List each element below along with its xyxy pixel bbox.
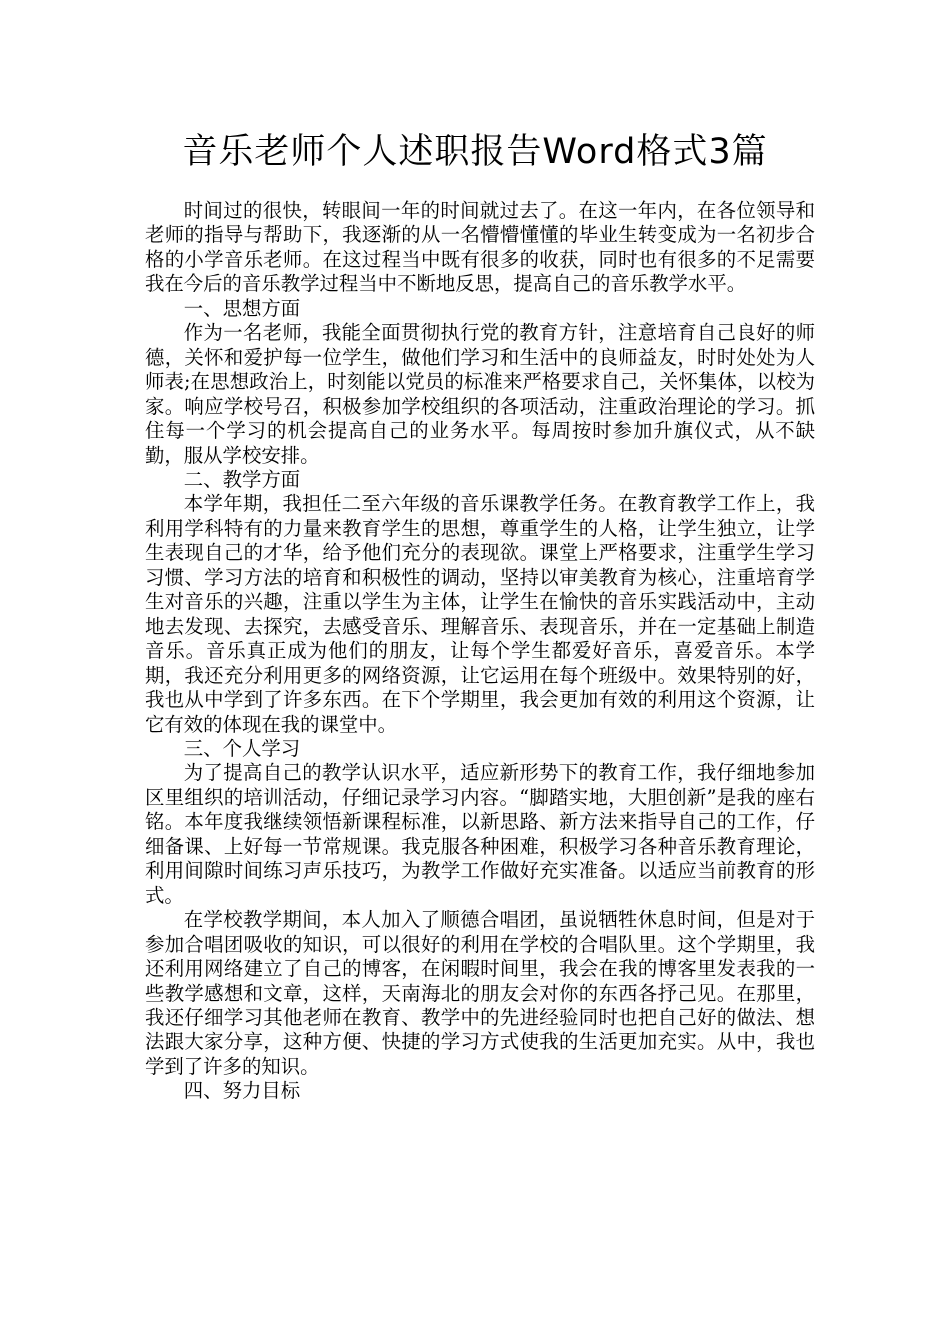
section-heading-goals: 四、努力目标 <box>183 1079 301 1103</box>
section-heading-thought: 一、思想方面 <box>183 296 301 320</box>
section-heading-study: 三、个人学习 <box>183 736 301 760</box>
choir-blog-paragraph: 在学校教学期间，本人加入了顺德合唱团，虽说牺牲休息时间，但是对于参加合唱团吸收的知识，可以很好的利用在学校的合唱队里。这个学期里，我还利用网络建立了自己的博客，在闲暇时间里，我会在我的博客里发表我的一些教学感想和文章，这样，天南海北的朋友会对你的东西各抒己见。在那里，我还仔细学习其他老师在教育、教学中的先进经验同时也把自己好的做法、想法跟大家分享，这种方便、快捷的学习方式使我的生活更加充实。从中，我也学到了许多的知识。 <box>145 908 815 1078</box>
section-heading-teaching: 二、教学方面 <box>183 467 301 491</box>
document-title: 音乐老师个人述职报告Word格式3篇 <box>182 132 768 172</box>
thought-paragraph: 作为一名老师，我能全面贯彻执行党的教育方针，注意培育自己良好的师德，关怀和爱护每一位学生，做他们学习和生活中的良师益友，时时处处为人师表;在思想政治上，时刻能以党员的标准来严格要求自己，关怀集体，以校为家。响应学校号召，积极参加学校组织的各项活动，注重政治理论的学习。抓住每一个学习的机会提高自己的业务水平。每周按时参加升旗仪式，从不缺勤，服从学校安排。 <box>145 321 815 467</box>
intro-paragraph: 时间过的很快，转眼间一年的时间就过去了。在这一年内，在各位领导和老师的指导与帮助下，我逐渐的从一名懵懵懂懂的毕业生转变成为一名初步合格的小学音乐老师。在这过程当中既有很多的收获，同时也有很多的不足需要我在今后的音乐教学过程当中不断地反思，提高自己的音乐教学水平。 <box>145 199 815 296</box>
study-paragraph: 为了提高自己的教学认识水平，适应新形势下的教育工作，我仔细地参加区里组织的培训活动，仔细记录学习内容。“脚踏实地，大胆创新”是我的座右铭。本年度我继续领悟新课程标准，以新思路、新方法来指导自己的工作，仔细备课、上好每一节常规课。我克服各种困难，积极学习各种音乐教育理论，利用间隙时间练习声乐技巧，为教学工作做好充实准备。以适应当前教育的形式。 <box>145 761 815 907</box>
teaching-paragraph: 本学年期，我担任二至六年级的音乐课教学任务。在教育教学工作上，我利用学科特有的力量来教育学生的思想，尊重学生的人格，让学生独立，让学生表现自己的才华，给予他们充分的表现欲。课堂上严格要求，注重学生学习习惯、学习方法的培育和积极性的调动，坚持以审美教育为核心，注重培育学生对音乐的兴趣，注重以学生为主体，让学生在愉快的音乐实践活动中，主动地去发现、去探究，去感受音乐、理解音乐、表现音乐，并在一定基础上制造音乐。音乐真正成为他们的朋友，让每个学生都爱好音乐，喜爱音乐。本学期，我还充分利用更多的网络资源，让它运用在每个班级中。效果特别的好，我也从中学到了许多东西。在下个学期里，我会更加有效的利用这个资源，让它有效的体现在我的课堂中。 <box>145 492 815 736</box>
document-body <box>145 199 815 1104</box>
